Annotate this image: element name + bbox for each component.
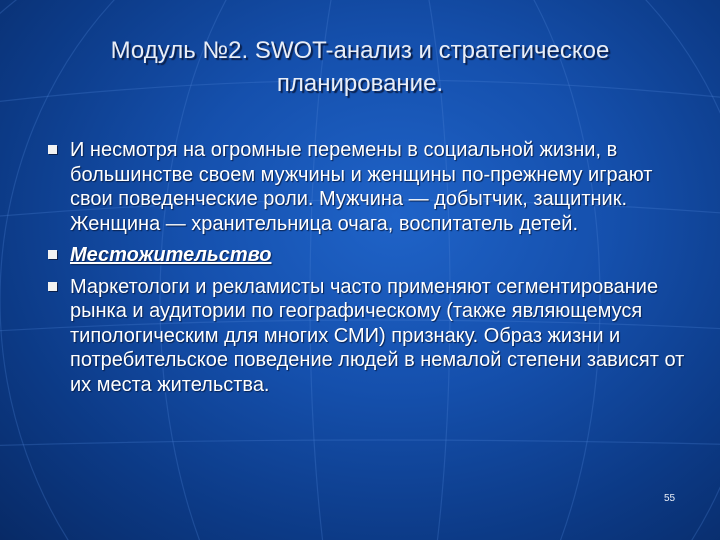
bullet-text: Маркетологи и рекламисты часто применяют сегментирование рынка и аудитории по географическому (также являющемуся типологическим для многих СМИ) признаку. Образ жизни и потребительское поведение людей в немалой степени зависят от их места жительства. (70, 275, 685, 396)
slide-number: 55 (664, 493, 676, 504)
slide-title (40, 34, 680, 100)
square-bullet-icon (48, 250, 57, 259)
bullet-item-residence (48, 243, 688, 268)
residence-link[interactable]: Местожительство (70, 244, 272, 266)
bullet-item-geographic-segmentation (48, 275, 688, 398)
slide-title-line-1: Модуль №2. SWOT-анализ и стратегическое (110, 37, 610, 64)
bullet-text: И несмотря на огромные перемены в социальной жизни, в большинстве своем мужчины и женщины по-прежнему играют свои поведенческие роли. Мужчина — добытчик, защитник. Женщина — хранительница очага, воспитатель детей. (70, 139, 653, 235)
square-bullet-icon (48, 282, 57, 291)
bullet-item-gender-roles (48, 138, 688, 236)
bullet-list (48, 138, 688, 404)
square-bullet-icon (48, 145, 57, 154)
slide-title-line-2: планирование. (276, 70, 444, 97)
